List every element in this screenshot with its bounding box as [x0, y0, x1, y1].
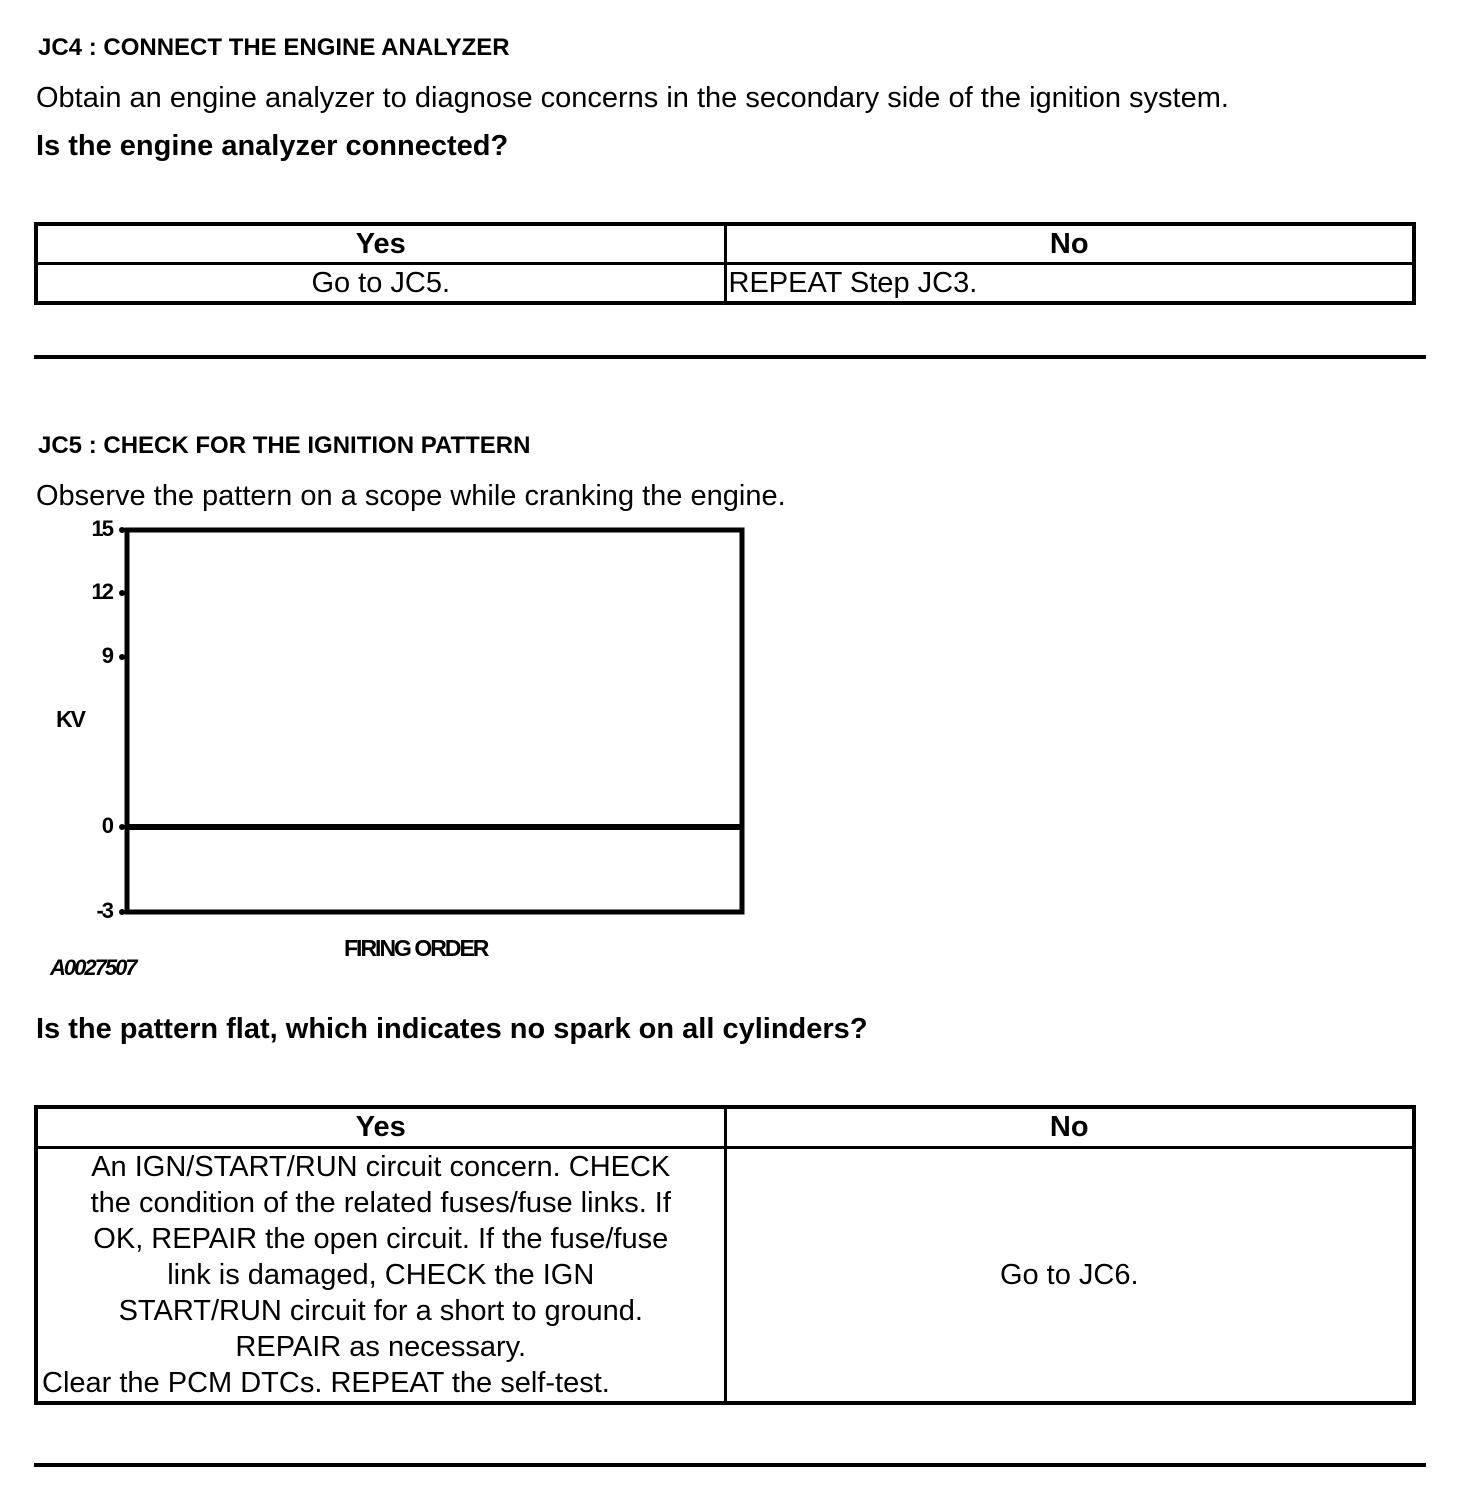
- x-axis-label: FIRING ORDER: [344, 935, 488, 961]
- yes-cell-line: Clear the PCM DTCs. REPEAT the self-test.: [42, 1367, 610, 1399]
- yes-cell: [36, 1148, 725, 1404]
- y-tick-label: 15: [91, 516, 112, 541]
- yes-cell-line: START/RUN circuit for a short to ground.: [118, 1295, 643, 1327]
- y-tick-mark: [119, 909, 125, 915]
- chart-svg: [0, 0, 800, 1000]
- y-tick-label: 12: [91, 579, 112, 604]
- y-tick-label: 0: [101, 813, 112, 838]
- table-header-row: [36, 1107, 1414, 1148]
- jc5-instruction: Observe the pattern on a scope while cranking the engine.: [36, 480, 786, 512]
- yes-header: Yes: [36, 224, 725, 264]
- jc4-instruction: Obtain an engine analyzer to diagnose concerns in the secondary side of the ignition system.: [36, 82, 1229, 114]
- chart-frame: [127, 530, 742, 912]
- y-tick-mark: [119, 654, 125, 660]
- yes-cell-line: OK, REPAIR the open circuit. If the fuse/fuse: [93, 1223, 669, 1255]
- ignition-pattern-chart: [0, 0, 800, 1000]
- jc5-heading: JC5 : CHECK FOR THE IGNITION PATTERN: [38, 432, 531, 459]
- y-tick-label: -3: [96, 898, 112, 923]
- y-tick-label: 9: [101, 643, 112, 668]
- yes-header: Yes: [36, 1107, 725, 1148]
- yes-cell-line: the condition of the related fuses/fuse links. If: [90, 1187, 671, 1219]
- no-cell: Go to JC6.: [725, 1148, 1414, 1404]
- jc4-heading: JC4 : CONNECT THE ENGINE ANALYZER: [38, 34, 510, 61]
- jc5-question: Is the pattern flat, which indicates no spark on all cylinders?: [36, 1013, 868, 1045]
- yes-cell-line: An IGN/START/RUN circuit concern. CHECK: [91, 1151, 671, 1183]
- yes-cell: Go to JC5.: [36, 264, 725, 304]
- y-tick-mark: [119, 824, 125, 830]
- no-header: No: [725, 1107, 1414, 1148]
- no-header: No: [725, 224, 1414, 264]
- yes-cell-line: link is damaged, CHECK the IGN: [167, 1259, 595, 1291]
- y-tick-mark: [119, 527, 125, 533]
- section-divider: [34, 1463, 1426, 1467]
- y-axis-label: KV: [56, 706, 84, 732]
- figure-id: A0027507: [50, 955, 136, 980]
- table-row: [36, 1148, 1414, 1404]
- no-cell: REPEAT Step JC3.: [725, 264, 1414, 304]
- jc4-question: Is the engine analyzer connected?: [36, 130, 509, 162]
- y-tick-mark: [119, 590, 125, 596]
- yes-cell-line: REPAIR as necessary.: [235, 1331, 527, 1363]
- jc5-result-table: [34, 1105, 1416, 1405]
